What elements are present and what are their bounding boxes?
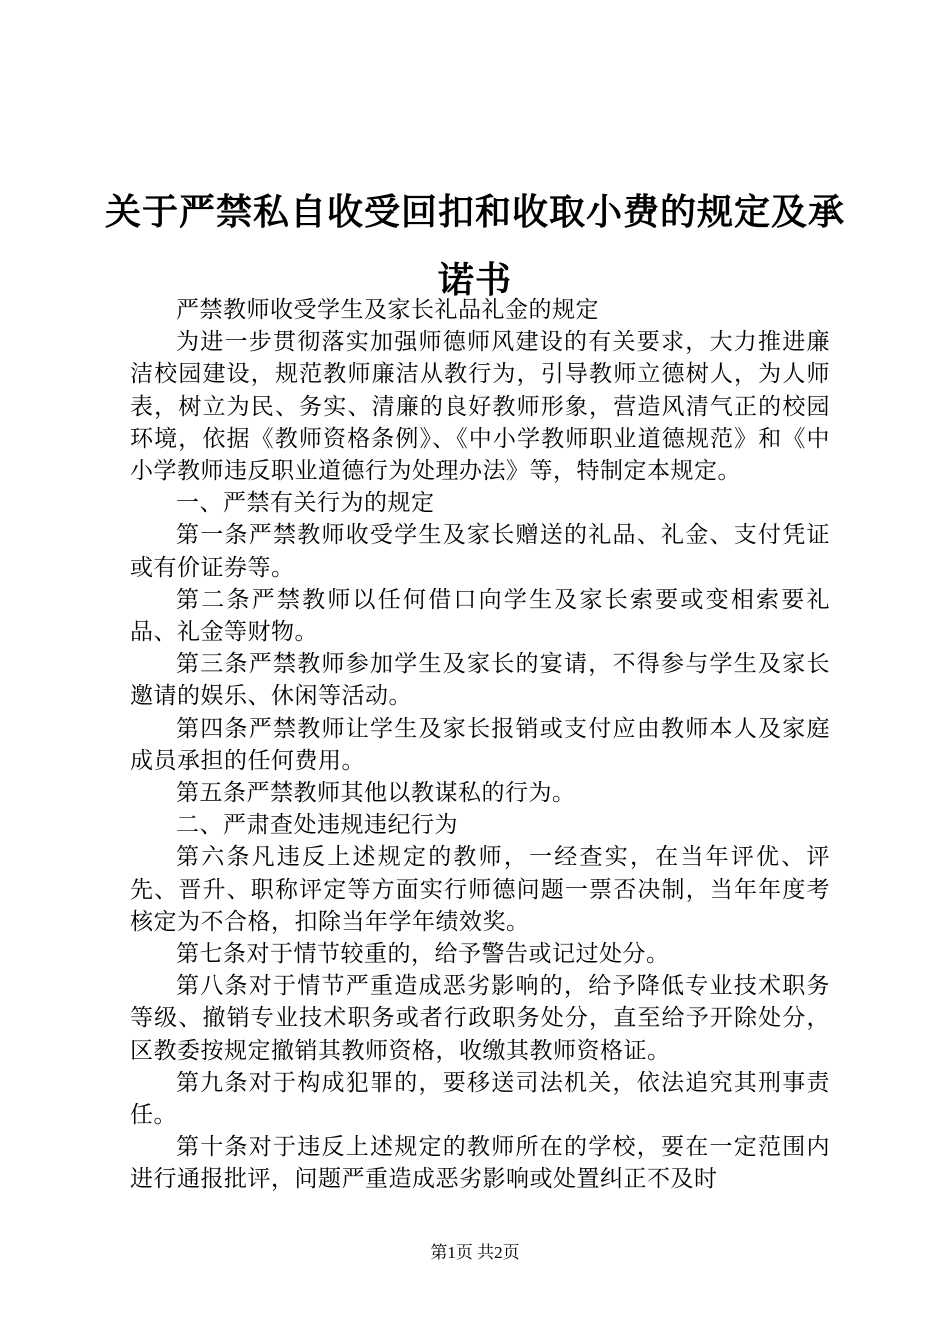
document-body bbox=[130, 294, 830, 1196]
article-paragraph: 第四条严禁教师让学生及家长报销或支付应由教师本人及家庭成员承担的任何费用。 bbox=[130, 715, 830, 774]
article-paragraph: 第九条对于构成犯罪的，要移送司法机关，依法追究其刑事责任。 bbox=[130, 1069, 830, 1129]
article-paragraph: 第十条对于违反上述规定的教师所在的学校，要在一定范围内进行通报批评，问题严重造成恶劣影响或处置纠正不及时 bbox=[130, 1134, 830, 1193]
article-paragraph: 第七条对于情节较重的，给予警告或记过处分。 bbox=[176, 941, 670, 968]
page-number-footer: 第1页 共2页 bbox=[430, 1243, 520, 1262]
chapter-heading: 二、严肃查处违规违纪行为 bbox=[176, 812, 458, 839]
chapter-heading: 一、严禁有关行为的规定 bbox=[176, 490, 435, 517]
article-paragraph: 第二条严禁教师以任何借口向学生及家长索要或变相索要礼品、礼金等财物。 bbox=[130, 586, 830, 646]
article-paragraph: 第六条凡违反上述规定的教师，一经查实，在当年评优、评先、晋升、职称评定等方面实行师德问题一票否决制，当年年度考核定为不合格，扣除当年学年绩效奖。 bbox=[130, 844, 830, 935]
preamble-paragraph: 为进一步贯彻落实加强师德师风建设的有关要求，大力推进廉洁校园建设，规范教师廉洁从教行为，引导教师立德树人，为人师表，树立为民、务实、清廉的良好教师形象，营造风清气正的校园环境，依据《教师资格条例》、《中小学教师职业道德规范》和《中小学教师违反职业道德行为处理办法》等，特制定本规定。 bbox=[130, 329, 830, 485]
article-paragraph: 第八条对于情节严重造成恶劣影响的，给予降低专业技术职务等级、撤销专业技术职务或者行政职务处分，直至给予开除处分，区教委按规定撤销其教师资格，收缴其教师资格证。 bbox=[130, 973, 830, 1064]
article-paragraph: 第一条严禁教师收受学生及家长赠送的礼品、礼金、支付凭证或有价证券等。 bbox=[130, 522, 830, 581]
document-title: 关于严禁私自收受回扣和收取小费的规定及承诺书 bbox=[104, 191, 845, 301]
article-paragraph: 第五条严禁教师其他以教谋私的行为。 bbox=[176, 780, 576, 807]
section-heading: 严禁教师收受学生及家长礼品礼金的规定 bbox=[176, 297, 599, 323]
article-paragraph: 第三条严禁教师参加学生及家长的宴请，不得参与学生及家长邀请的娱乐、休闲等活动。 bbox=[130, 651, 830, 710]
